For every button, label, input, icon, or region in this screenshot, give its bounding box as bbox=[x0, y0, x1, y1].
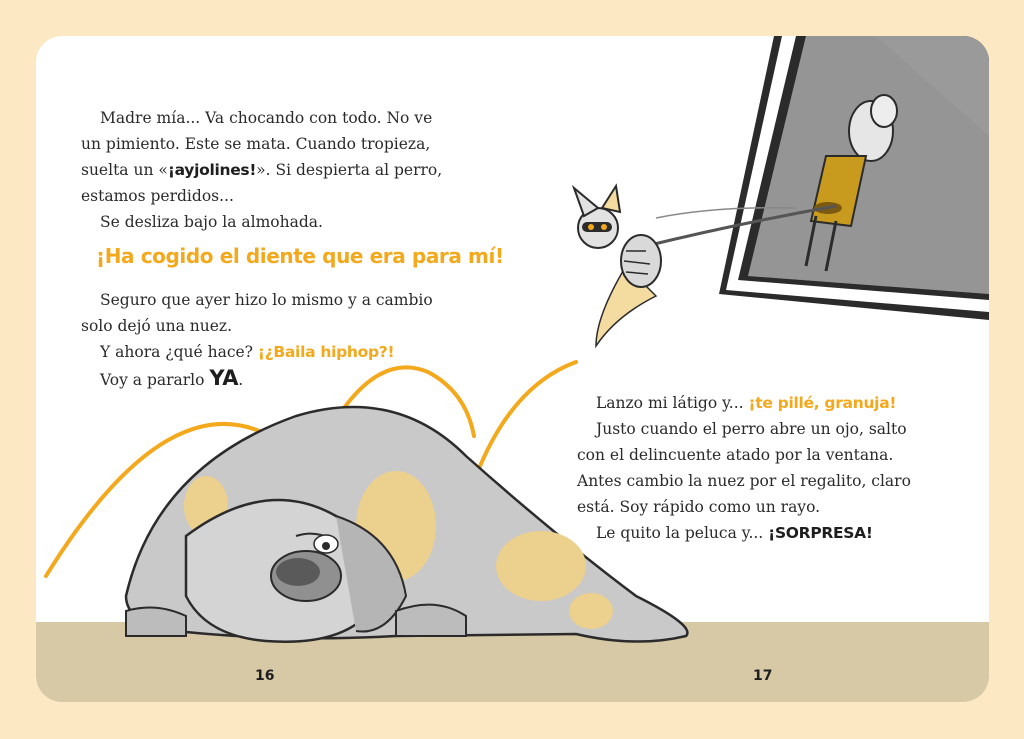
left-line-2: un pimiento. Este se mata. Cuando tropieza, bbox=[81, 135, 431, 153]
left-line-8-pre: Y ahora ¿qué hace? bbox=[100, 343, 258, 361]
left-line-9-pre: Voy a pararlo bbox=[100, 371, 210, 389]
right-line-6-pre: Le quito la peluca y... bbox=[596, 524, 769, 542]
left-line-1: Madre mía... Va chocando con todo. No ve bbox=[100, 109, 433, 127]
left-line-4: estamos perdidos... bbox=[81, 187, 234, 205]
left-line-9-post: . bbox=[238, 371, 244, 389]
right-line-3: con el delincuente atado por la ventana. bbox=[577, 446, 894, 464]
right-line-2: Justo cuando el perro abre un ojo, salto bbox=[596, 420, 907, 438]
exclaim-ayjolines: ¡ayjolines! bbox=[167, 161, 257, 179]
exclaim-sorpresa: ¡SORPRESA! bbox=[768, 524, 873, 542]
left-line-8 bbox=[100, 339, 394, 365]
left-line-5: Se desliza bajo la almohada. bbox=[100, 213, 323, 231]
exclaim-ya: YA bbox=[209, 366, 239, 390]
book-spread bbox=[36, 36, 989, 702]
page-number-left: 16 bbox=[255, 668, 275, 684]
headline-diente: ¡Ha cogido el diente que era para mí! bbox=[96, 244, 504, 268]
exclaim-granuja: ¡te pillé, granuja! bbox=[748, 394, 897, 412]
right-line-6 bbox=[596, 520, 873, 546]
right-line-5: está. Soy rápido como un rayo. bbox=[577, 498, 821, 516]
left-line-3-pre: suelta un « bbox=[81, 161, 168, 179]
left-line-7: solo dejó una nuez. bbox=[81, 317, 233, 335]
right-line-4: Antes cambio la nuez por el regalito, claro bbox=[577, 472, 911, 490]
left-line-9 bbox=[100, 365, 243, 393]
exclaim-hiphop: ¡¿Baila hiphop?! bbox=[257, 343, 395, 361]
left-line-3-post: ». Si despierta al perro, bbox=[256, 161, 443, 179]
hero-mouse bbox=[574, 186, 661, 346]
right-line-1 bbox=[596, 390, 896, 416]
page-number-right: 17 bbox=[753, 668, 773, 684]
left-line-6: Seguro que ayer hizo lo mismo y a cambio bbox=[100, 291, 433, 309]
right-line-1-pre: Lanzo mi látigo y... bbox=[596, 394, 749, 412]
left-line-3 bbox=[81, 157, 442, 183]
